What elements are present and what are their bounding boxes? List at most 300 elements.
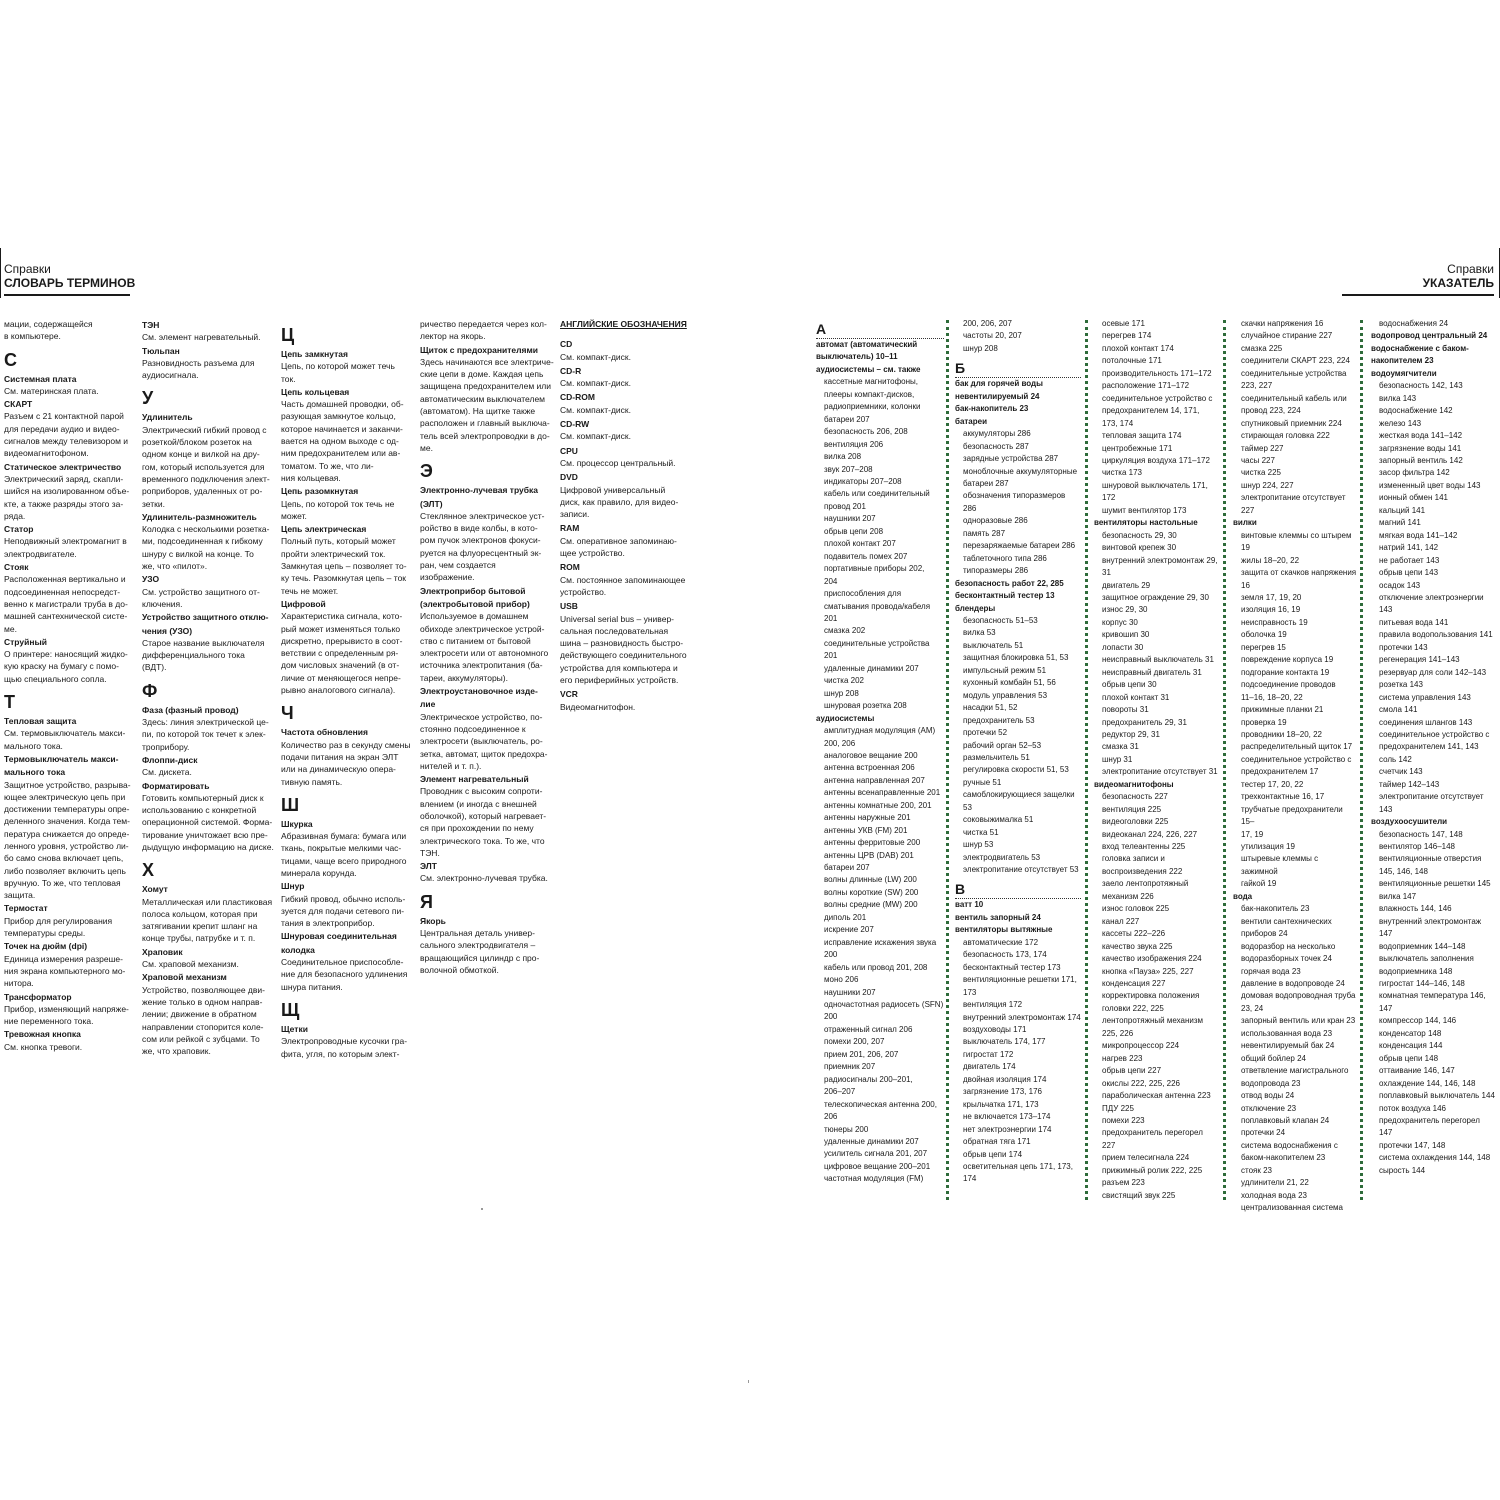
glossary-definition-line: ку течь. Разомкнутая цепь – ток [281,573,407,584]
index-subentry: розетка 143 [1379,680,1423,690]
glossary-definition-line: Цепь, по которой может течь [281,361,395,372]
index-subentry: нет электроэнергии 174 [963,1124,1052,1134]
index-subentry: вентилятор 146–148 [1379,842,1455,852]
index-subentry: редуктор 29, 31 [1102,729,1160,739]
glossary-letter-heading: Ш [281,794,300,815]
glossary-term: Цепь кольцевая [281,386,350,397]
scan-speck [748,1380,749,1383]
index-subentry: запорный вентиль или кран 23 [1241,1016,1356,1026]
index-subentry: радиосигналы 200–201, [824,1074,913,1084]
index-subentry: обрыв цепи 148 [1379,1053,1439,1063]
glossary-term: Цепь разомкнутая [281,486,359,497]
glossary-definition-line: ние для безопасного удлинения [281,969,408,980]
glossary-term: Удлинитель [142,412,193,423]
index-subentry: железо 143 [1379,418,1422,428]
glossary-definition-line: ющее электрическую цепь при [4,791,126,802]
index-subentry: гигростат 144–146, 148 [1379,979,1465,989]
glossary-term: Форматировать [142,780,210,791]
index-subentry: резервуар для соли 142–143 [1379,667,1487,677]
index-subentry: конденсация 144 [1379,1041,1443,1051]
glossary-definition-line: шина – разновидность быстро- [560,638,684,649]
glossary-definition-line: затягивании крепит шланг на [142,921,258,932]
index-entry: вентиль запорный 24 [955,912,1041,922]
glossary-definition-line: рый может изменяться только [281,623,401,634]
index-subentry: 200 [824,1012,838,1022]
glossary-definition-line: дифференциального тока [142,650,245,661]
glossary-definition-line: нитора. [4,978,34,989]
index-subentry: 16 [1241,580,1250,590]
glossary-definition-line: Абразивная бумага: бумага или [281,831,407,842]
index-subentry: запорный вентиль 142 [1379,455,1463,465]
index-entry: вода [1233,891,1253,901]
index-subentry: внутренний электромонтаж 174 [963,1012,1081,1022]
index-entry: аудиосистемы [816,713,875,723]
index-subentry: усилитель сигнала 201, 207 [824,1149,928,1159]
index-subentry: штыревые клеммы с зажимной [1241,854,1319,876]
glossary-definition-line: видеомагнитофоном. [4,448,89,459]
glossary-definition-line: течь не может. [281,585,339,596]
glossary-letter-heading: Ц [281,325,295,345]
index-subentry: регенерация 141–143 [1379,655,1460,665]
english-term: CD [560,339,573,350]
index-subentry: 147 [1379,1128,1393,1138]
glossary-definition-line: фита, угля, по которым элект- [281,1048,400,1059]
index-subentry: вентиляционные решетки 171, [963,975,1077,985]
index-subentry: моно 206 [824,975,859,985]
index-subentry: конденсация 227 [1102,979,1166,989]
glossary-definition-line: нителей и т. п.). [420,760,482,771]
index-subentry: 147 [1379,1003,1393,1013]
index-subentry: жесткая вода 141–142 [1379,431,1463,441]
glossary-definition-line: же, что «пилот». [142,561,208,572]
index-subentry: центробежные 171 [1102,443,1173,453]
index-subentry: механизм 226 [1102,891,1154,901]
index-subentry: соединительные устройства [1241,368,1347,378]
index-subentry: приемник 207 [824,1062,876,1072]
index-subentry: моноблочные аккумуляторные [963,466,1078,476]
index-subentry: система водоснабжения с [1241,1140,1338,1150]
glossary-definition-line: ние переменного тока. [4,1016,94,1027]
index-subentry: прижимные планки 21 [1241,705,1324,715]
glossary-definition-line: зетки. [142,498,165,509]
index-subentry: предохранителем 14, 171, [1102,406,1200,416]
index-subentry: 227 [1241,505,1255,515]
glossary-definition-line: направлении стопорится коле- [142,1021,264,1032]
index-subentry: зарядные устройства 287 [963,454,1059,464]
index-subentry: типоразмеры 286 [963,566,1029,576]
index-subentry: осветительная цепь 171, 173, [963,1162,1073,1171]
index-letter-heading: А [816,320,944,339]
index-subentry: 31 [1102,568,1111,578]
index-subentry: кассетные магнитофоны, [824,377,919,387]
glossary-definition-line: дыдущую информацию на диске. [142,841,274,852]
glossary-definition-line: ме. [4,623,17,634]
index-subentry: водоразборных точек 24 [1241,954,1332,964]
index-subentry: невентилируемый бак 24 [1241,1041,1335,1051]
glossary-term: Щиток с предохранителями [420,344,539,355]
glossary-term: (электробытовой прибор) [420,598,530,609]
index-subentry: плохой контакт 174 [1102,343,1174,353]
glossary-term: УЗО [142,574,160,585]
glossary-definition-line: электродвигателе. [4,548,77,559]
index-subentry: протечки 143 [1379,642,1428,652]
glossary-definition-line: Металлическая или пластиковая [142,896,273,907]
index-subentry: не включается 173–174 [963,1112,1051,1122]
glossary-definition-line: тареи, аккумуляторы). [420,672,508,683]
glossary-term: Храповик [142,946,183,957]
index-subentry: прижимный ролик 222, 225 [1102,1165,1203,1175]
glossary-definition-line: мации, содержащейся [4,319,93,329]
glossary-definition-line: температуры среды. [4,928,86,939]
index-subentry: обозначения типоразмеров [963,491,1066,501]
index-subentry: лопасти 30 [1102,642,1144,652]
index-subentry: кабель или провод 201, 208 [824,962,928,972]
index-subentry: качество звука 225 [1102,941,1173,951]
glossary-definition-line: шнуру с вилкой на конце. То [142,548,254,559]
glossary-term: Цепь электрическая [281,524,367,535]
glossary-definition-line: Готовить компьютерный диск к [142,792,264,803]
index-letter-heading: Б [955,359,1081,378]
glossary-letter-heading: С [4,349,17,370]
glossary-definition-line: руется на флуоресцентный эк- [420,547,542,558]
index-subentry: износ 29, 30 [1102,605,1148,615]
index-subentry: соединительные устройства [824,638,930,648]
index-column-5 [1371,318,1497,1177]
index-subentry: ответвление магистрального [1241,1066,1349,1076]
english-term: USB [560,601,578,612]
index-subentry: предохранителем 141, 143 [1379,742,1479,752]
index-subentry: антенны комнатные 200, 201 [824,800,932,810]
index-subentry: плееры компакт-дисков, [824,389,915,399]
glossary-definition-line: Расположенная вертикально и [4,574,126,585]
glossary-definition-line: Здесь: линия электрической це- [142,717,269,728]
glossary-definition-line: ство с питанием от бытовой [420,635,531,646]
index-subentry: прием 201, 206, 207 [824,1049,899,1059]
index-subentry: антенны УКВ (FM) 201 [824,825,908,835]
glossary-definition-line: устройство. [560,586,607,597]
index-subentry: безопасность 173, 174 [963,950,1047,960]
glossary-definition-line: Электропроводные кусочки гра- [281,1036,408,1047]
index-subentry: 173, 174 [1102,418,1134,428]
index-subentry: домовая водопроводная труба [1241,991,1356,1001]
index-subentry: скачки напряжения 16 [1241,319,1324,328]
glossary-definition-line: венно к магистрали труба в до- [4,598,128,609]
glossary-definition-line: сального электродвигателя – [420,940,536,951]
index-subentry: батареи 207 [824,863,870,873]
index-entry: выключатель) 10–11 [816,352,898,362]
index-subentry: бак-накопитель 23 [1241,904,1310,914]
scan-speck [481,1208,483,1210]
glossary-definition-line: Центральная деталь универ- [420,928,535,939]
index-subentry: водопровода 23 [1241,1078,1301,1088]
glossary-term: Устройство защитного отклю- [142,612,269,623]
index-subentry: регулировка скорости 51, 53 [963,765,1069,775]
glossary-definition-line: шийся на изолированном объе- [4,486,130,497]
index-subentry: корпус 30 [1102,617,1138,627]
index-subentry: подсоединение проводов [1241,680,1336,690]
index-subentry: обратная тяга 171 [963,1137,1031,1147]
glossary-definition-line: лектор на якорь. [420,331,486,342]
glossary-definition-line: автоматическим выключателем [420,393,546,404]
glossary-definition-line: лении; движение в обратном [142,1009,257,1020]
glossary-definition-line: минерала корунда. [281,867,357,878]
glossary-definition-line: См. дискета. [142,767,192,778]
index-subentry: кнопка «Пауза» 225, 227 [1102,966,1194,976]
index-subentry: вилка 143 [1379,393,1417,403]
index-subentry: стояк 23 [1241,1165,1272,1175]
index-subentry: чистка 173 [1102,468,1142,478]
index-subentry: горячая вода 23 [1241,966,1301,976]
index-subentry: удаленные динамики 207 [824,663,919,673]
index-subentry: отраженный сигнал 206 [824,1024,913,1034]
index-subentry: воспроизведения 222 [1102,866,1183,876]
index-subentry: сматывания провода/кабеля [824,601,931,611]
glossary-definition-line: ми, подсоединенная к гибкому [142,536,263,547]
glossary-definition-line: зетка, автомат, щиток предохра- [420,748,548,759]
section-label-right: Справки [1447,262,1494,276]
index-subentry: 223, 227 [1241,381,1273,391]
glossary-definition-line: либо позволяет включить цепь [4,865,126,876]
index-subentry: предохранителем 17 [1241,767,1319,777]
glossary-definition-line: Устройство, позволяющее дви- [142,984,265,995]
index-entry: бесконтактный тестер 13 [955,591,1055,601]
glossary-definition-line: См. храповой механизм. [142,959,239,970]
index-subentry: проверка 19 [1241,717,1287,727]
index-subentry: 143 [1379,804,1393,814]
glossary-term: Шнур [281,881,305,892]
glossary-term: Удлинитель-размножитель [142,511,257,522]
glossary-column-3 [281,318,413,1060]
index-subentry: плохой контакт 207 [824,539,896,549]
glossary-definition-line: электросети или от автономного [420,648,549,659]
index-entry: вентиляторы вытяжные [955,925,1053,935]
index-subentry: шнуровая розетка 208 [824,701,907,711]
index-subentry: видеоканал 224, 226, 227 [1102,829,1198,839]
index-subentry: корректировка положения [1102,991,1200,1001]
glossary-definition-line: же, что храповик. [142,1046,211,1057]
index-subentry: потолочные 171 [1102,356,1162,366]
index-subentry: цифровое вещание 200–201 [824,1161,931,1171]
glossary-definition-line: ряда. [4,510,26,521]
glossary-definition-line: дом числовых значений (в от- [281,660,400,671]
index-entry: воздухоосушители [1371,817,1448,827]
glossary-definition-line: кую краску на бумагу с помо- [4,661,119,672]
glossary-definition-line: ния экрана компьютерного мо- [4,965,126,976]
index-subentry: 225, 226 [1102,1028,1134,1038]
index-subentry: производительность 171–172 [1102,368,1212,378]
glossary-definition-line: пература снижается до опреде- [4,828,130,839]
glossary-definition-line: См. компакт-диск. [560,378,631,389]
index-subentry: безопасность 287 [963,441,1029,451]
glossary-definition-line: троприбору. [142,741,190,752]
index-subentry: таблеточного типа 286 [963,553,1047,563]
index-subentry: 200, 206, 207 [963,319,1012,328]
index-subentry: чистка 202 [824,676,864,686]
glossary-definition-line: ройство в виде колбы, в кото- [420,523,538,534]
index-letter-heading: В [955,880,1081,899]
index-subentry: шумит вентилятор 173 [1102,505,1187,515]
glossary-column-5-english [560,318,694,713]
index-subentry: изоляция 16, 19 [1241,605,1301,615]
index-entry: безопасность работ 22, 285 [955,578,1064,588]
index-subentry: крыльчатка 171, 173 [963,1099,1039,1109]
glossary-letter-heading: Ч [281,703,294,724]
glossary-term: ТЭН [142,320,160,330]
index-subentry: расположение 171–172 [1102,381,1190,391]
index-subentry: чистка 225 [1241,468,1281,478]
glossary-term: Частота обновления [281,727,368,738]
index-subentry: водоприемника 148 [1379,966,1453,976]
glossary-definition-line: защита. [4,890,36,901]
index-subentry: обрыв цепи 174 [963,1149,1023,1159]
index-subentry: осевые 171 [1102,319,1145,328]
index-subentry: искрение 207 [824,925,874,935]
index-subentry: аккумуляторы 286 [963,429,1031,439]
glossary-definition-line: См. компакт-диск. [560,351,631,362]
english-term: DVD [560,472,578,483]
index-subentry: стирающая головка 222 [1241,431,1330,441]
glossary-term: Элемент нагревательный [420,774,529,785]
index-subentry: 174 [963,1174,977,1184]
index-subentry: вентиляционные решетки 145 [1379,879,1491,889]
index-subentry: износ головок 225 [1102,904,1170,914]
index-subentry: баком-накопителем 23 [1241,1153,1326,1163]
index-subentry: качество изображения 224 [1102,954,1202,964]
glossary-definition-line: Старое название выключателя [142,637,265,648]
glossary-definition-line: сальная последовательная [560,625,669,636]
index-entry: батареи [955,416,988,426]
glossary-term: мального тока [4,767,66,778]
index-subentry: вход телеантенны 225 [1102,842,1186,852]
index-subentry: смазка 225 [1241,343,1283,353]
index-subentry: насадки 51, 52 [963,703,1018,713]
index-subentry: заело лентопротяжный [1102,879,1189,889]
index-subentry: утилизация 19 [1241,842,1295,852]
glossary-definition-line: Электрический гибкий провод с [142,424,267,435]
glossary-definition-line: Проводник с высоким сопроти- [420,786,543,797]
glossary-term: Статор [4,524,34,535]
index-subentry: защитная блокировка 51, 53 [963,653,1069,663]
glossary-definition-line: щее устройство. [560,548,625,559]
index-subentry: не работает 143 [1379,555,1440,565]
index-subentry: проводники 18–20, 22 [1241,729,1322,739]
glossary-definition-line: томатом. То же, что ли- [281,460,374,471]
glossary-definition-line: сом или рейкой с зубцами. То [142,1033,260,1044]
glossary-definition-line: Гибкий провод, обычно исполь- [281,893,406,904]
index-subentry: безопасность 206, 208 [824,427,908,437]
index-subentry: наушники 207 [824,987,876,997]
glossary-definition-line: Прибор для регулирования [4,915,113,926]
index-subentry: удаленные динамики 207 [824,1137,919,1146]
page-title-glossary: СЛОВАРЬ ТЕРМИНОВ [4,276,136,290]
index-subentry: волны средние (MW) 200 [824,900,918,910]
glossary-definition-line: волочной обмоткой. [420,964,499,975]
index-subentry: безопасность 142, 143 [1379,381,1463,391]
index-subentry: головка записи и [1102,854,1165,864]
index-subentry: жилы 18–20, 22 [1241,555,1300,565]
glossary-definition-line: гом, который используется для [142,461,265,472]
glossary-definition-line: См. термовыключатель макси- [4,728,126,739]
index-subentry: шнур 53 [963,840,994,850]
index-subentry: загрязнение воды 141 [1379,443,1462,453]
index-subentry: импульсный режим 51 [963,665,1047,675]
index-subentry: тюнеры 200 [824,1124,869,1134]
index-subentry: свистящий звук 225 [1102,1190,1176,1200]
glossary-definition-line: ме. [420,442,433,453]
index-subentry: канал 227 [1102,916,1140,926]
glossary-definition-line: ния кольцевая. [281,472,341,483]
index-subentry: водоснабжение 142 [1379,406,1453,416]
header-left-underline [4,294,130,296]
index-subentry: микропроцессор 224 [1102,1041,1180,1051]
index-subentry: винтовые клеммы со штырем [1241,530,1352,540]
index-subentry: батареи 207 [824,414,870,424]
index-subentry: мягкая вода 141–142 [1379,530,1458,540]
glossary-term: Электроприбор бытовой [420,585,526,596]
glossary-term: Шнуровая соединительная [281,931,397,942]
index-subentry: спутниковый приемник 224 [1241,418,1342,428]
glossary-definition-line: См. электронно-лучевая трубка. [420,873,548,884]
index-subentry: частотная модуляция (FM) [824,1174,924,1184]
glossary-definition-line: См. кнопка тревоги. [4,1041,83,1052]
index-subentry: 206–207 [824,1087,856,1097]
glossary-term: Цепь замкнутая [281,349,348,359]
index-subentry: диполь 201 [824,912,867,922]
index-subentry: перегрев 15 [1241,642,1286,652]
glossary-definition-line: розеткой/блоком розеток на [142,437,252,448]
index-subentry: отключение электроэнергии [1379,592,1484,602]
index-subentry: перегрев 174 [1102,331,1152,341]
glossary-definition-line: ские цепи в доме. Каждая цепь [420,369,544,380]
index-subentry: лентопротяжный механизм [1102,1016,1204,1026]
index-subentry: обрыв цепи 143 [1379,568,1439,578]
index-subentry: соединительный кабель или [1241,393,1347,403]
index-subentry: нагрев 223 [1102,1053,1143,1063]
glossary-definition-line: разующая замкнутое кольцо, [281,411,396,422]
index-subentry: модуль управления 53 [963,690,1048,700]
glossary-column-1 [4,318,134,1053]
index-subentry: внутренний электромонтаж 29, [1102,555,1218,565]
glossary-definition-line: пи, по которой ток течет к элек- [142,729,266,740]
index-subentry: неисправность 19 [1241,617,1308,627]
index-subentry: провод 223, 224 [1241,406,1301,416]
index-subentry: помехи 223 [1102,1116,1145,1125]
index-subentry: подавитель помех 207 [824,551,908,561]
index-subentry: питьевая вода 141 [1379,617,1449,627]
index-subentry: правила водопользования 141 [1379,630,1493,640]
index-subentry: антенны наружные 201 [824,813,911,823]
glossary-definition-line: тель всей электропроводки в до- [420,430,550,441]
index-subentry: бесконтактный тестер 173 [963,962,1061,972]
index-subentry: распределительный щиток 17 [1241,742,1353,752]
glossary-definition-line: Стеклянное электрическое уст- [420,510,545,521]
glossary-definition-line: Электрическое устройство, по- [420,711,543,722]
index-subentry: амплитудная модуляция (AM) [824,726,936,736]
index-subentry: шнур 208 [963,343,998,353]
index-subentry: удлинители 21, 22 [1241,1178,1309,1188]
index-subentry: неисправный двигатель 31 [1102,667,1202,677]
glossary-term: Цифровой [281,598,326,609]
glossary-definition-line: или на динамическую опера- [281,764,396,775]
glossary-definition-line: См. оперативное запоминаю- [560,535,677,546]
page-title-index: УКАЗАТЕЛЬ [1422,276,1494,290]
glossary-definition-line: стоянно подсоединенное к [420,723,526,734]
glossary-definition-line: ТЭН. [420,847,440,858]
glossary-definition-line: Universal serial bus – универ- [560,613,675,624]
glossary-letter-heading: Э [420,461,433,482]
index-subentry: магний 141 [1379,518,1421,528]
index-subentry: соединительное устройство с [1102,393,1213,403]
